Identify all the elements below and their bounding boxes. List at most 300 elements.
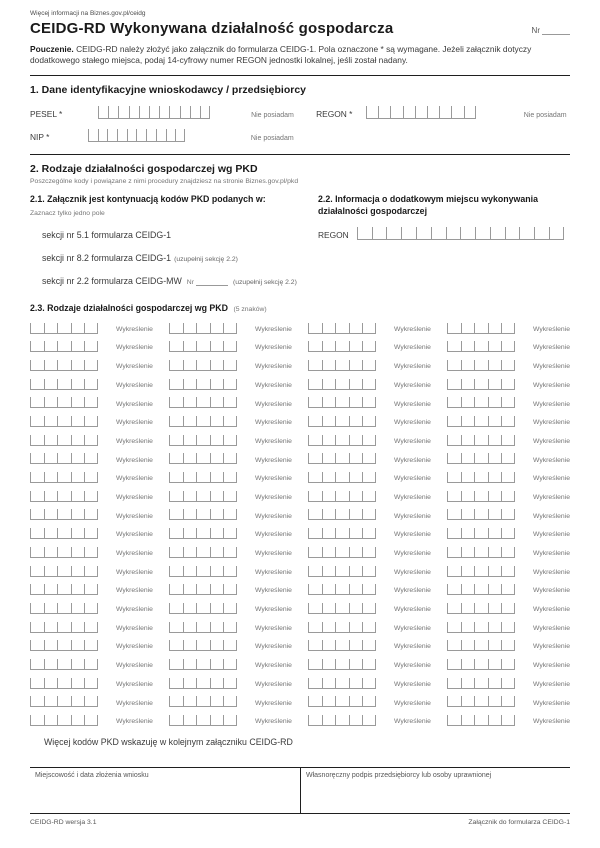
pkd-entry bbox=[308, 379, 431, 390]
wykreslenie-option[interactable]: Wykreślenie bbox=[115, 363, 153, 371]
comb-cell bbox=[461, 509, 475, 519]
wykreslenie-option[interactable]: Wykreślenie bbox=[394, 400, 431, 408]
comb-cell bbox=[308, 640, 322, 650]
comb-cell bbox=[71, 622, 85, 632]
comb-cell bbox=[169, 397, 183, 407]
wykreslenie-option[interactable]: Wykreślenie bbox=[533, 437, 570, 445]
pkd-code-field[interactable] bbox=[169, 640, 237, 651]
wykreslenie-option[interactable]: Wykreślenie bbox=[254, 363, 292, 371]
comb-cell bbox=[474, 379, 488, 389]
wykreslenie-option[interactable]: Wykreślenie bbox=[254, 475, 292, 483]
comb-cell bbox=[169, 566, 183, 576]
wykreslenie-option[interactable]: Wykreślenie bbox=[254, 456, 292, 464]
wykreslenie-option[interactable]: Wykreślenie bbox=[394, 680, 431, 688]
pkd-code-field[interactable] bbox=[447, 678, 515, 689]
wykreslenie-option[interactable]: Wykreślenie bbox=[533, 718, 570, 726]
pesel-not-have-option[interactable]: Nie posiadam bbox=[251, 112, 294, 120]
more-codes-option[interactable]: Więcej kodów PKD wskazuję w kolejnym załączniku CEIDG-RD bbox=[44, 737, 293, 748]
pkd-code-field[interactable] bbox=[169, 472, 237, 483]
comb-cell bbox=[71, 323, 85, 333]
pkd-code-field[interactable] bbox=[308, 566, 376, 577]
pkd-code-field[interactable] bbox=[169, 528, 237, 539]
comb-cell bbox=[30, 341, 44, 351]
pkd-code-field[interactable] bbox=[308, 323, 376, 334]
wykreslenie-option[interactable]: Wykreślenie bbox=[533, 475, 570, 483]
pkd-code-field[interactable] bbox=[30, 678, 98, 689]
wykreslenie-option[interactable]: Wykreślenie bbox=[394, 550, 431, 558]
pkd-code-field[interactable] bbox=[447, 416, 515, 427]
comb-cell bbox=[372, 227, 387, 239]
nip-field[interactable] bbox=[88, 129, 185, 142]
pkd-code-field[interactable] bbox=[308, 696, 376, 707]
wykreslenie-option[interactable]: Wykreślenie bbox=[394, 531, 431, 539]
pkd-entry bbox=[447, 622, 570, 633]
comb-cell bbox=[169, 491, 183, 501]
pkd-code-field[interactable] bbox=[308, 435, 376, 446]
wykreslenie-option[interactable]: Wykreślenie bbox=[533, 512, 570, 520]
comb-cell bbox=[501, 379, 515, 389]
wykreslenie-option[interactable]: Wykreślenie bbox=[115, 456, 153, 464]
wykreslenie-option[interactable]: Wykreślenie bbox=[394, 363, 431, 371]
pkd-code-field[interactable] bbox=[308, 659, 376, 670]
pkd-code-field[interactable] bbox=[447, 528, 515, 539]
wykreslenie-option[interactable]: Wykreślenie bbox=[394, 643, 431, 651]
notice-text: CEIDG-RD należy złożyć jako załącznik do formularza CEIDG-1. Pola oznaczone * są wymagane. Jeżeli załącznik dotyczy dodatkowego stałego miejsca, podaj 14-cyfrowy numer REGON jednostki lokalnej, jeśli został nadany. bbox=[30, 44, 532, 66]
pkd-code-field[interactable] bbox=[169, 397, 237, 408]
nip-not-have-option[interactable]: Nie posiadam bbox=[250, 135, 294, 143]
wykreslenie-option[interactable]: Wykreślenie bbox=[115, 419, 153, 427]
wykreslenie-option[interactable]: Wykreślenie bbox=[254, 550, 292, 558]
wykreslenie-option[interactable]: Wykreślenie bbox=[394, 606, 431, 614]
wykreslenie-option[interactable]: Wykreślenie bbox=[254, 718, 292, 726]
pkd-code-field[interactable] bbox=[308, 453, 376, 464]
comb-cell bbox=[461, 379, 475, 389]
regon-field[interactable] bbox=[366, 106, 476, 119]
pkd-code-field[interactable] bbox=[169, 341, 237, 352]
pkd-code-field[interactable] bbox=[447, 509, 515, 520]
comb-cell bbox=[349, 696, 363, 706]
pkd-code-field[interactable] bbox=[169, 379, 237, 390]
pkd-entry bbox=[169, 622, 292, 633]
comb-cell bbox=[44, 360, 58, 370]
pkd-entry bbox=[169, 696, 292, 707]
wykreslenie-option[interactable]: Wykreślenie bbox=[533, 624, 570, 632]
wykreslenie-option[interactable]: Wykreślenie bbox=[394, 325, 431, 333]
comb-cell bbox=[183, 397, 197, 407]
comb-cell bbox=[71, 715, 85, 725]
pkd-code-field[interactable] bbox=[308, 379, 376, 390]
wykreslenie-option[interactable]: Wykreślenie bbox=[115, 718, 153, 726]
pkd-code-field[interactable] bbox=[30, 584, 98, 595]
place-date-cell[interactable] bbox=[30, 768, 300, 813]
comb-cell bbox=[461, 566, 475, 576]
pkd-code-field[interactable] bbox=[447, 379, 515, 390]
pkd-code-field[interactable] bbox=[308, 528, 376, 539]
wykreslenie-option[interactable]: Wykreślenie bbox=[394, 437, 431, 445]
pkd-code-field[interactable] bbox=[30, 397, 98, 408]
comb-cell bbox=[488, 715, 502, 725]
comb-cell bbox=[362, 528, 376, 538]
comb-cell bbox=[488, 584, 502, 594]
local-regon-field[interactable] bbox=[357, 227, 564, 240]
wykreslenie-option[interactable]: Wykreślenie bbox=[533, 680, 570, 688]
comb-cell bbox=[474, 491, 488, 501]
wykreslenie-option[interactable]: Wykreślenie bbox=[394, 493, 431, 501]
wykreslenie-option[interactable]: Wykreślenie bbox=[394, 568, 431, 576]
wykreslenie-option[interactable]: Wykreślenie bbox=[533, 400, 570, 408]
pkd-entry bbox=[308, 603, 431, 614]
wykreslenie-option[interactable]: Wykreślenie bbox=[115, 662, 153, 670]
wykreslenie-option[interactable]: Wykreślenie bbox=[254, 568, 292, 576]
pkd-entry bbox=[169, 640, 292, 651]
option-sekcja-5-1[interactable] bbox=[42, 230, 302, 240]
pkd-code-field[interactable] bbox=[447, 435, 515, 446]
comb-cell bbox=[362, 584, 376, 594]
wykreslenie-option[interactable]: Wykreślenie bbox=[115, 624, 153, 632]
pkd-code-field[interactable] bbox=[308, 472, 376, 483]
pkd-entry bbox=[308, 472, 431, 483]
comb-cell bbox=[84, 659, 98, 669]
comb-cell bbox=[196, 696, 210, 706]
wykreslenie-option[interactable]: Wykreślenie bbox=[254, 680, 292, 688]
signature-cell[interactable] bbox=[300, 768, 570, 813]
comb-cell bbox=[308, 659, 322, 669]
pkd-entry bbox=[447, 323, 570, 334]
comb-cell bbox=[474, 341, 488, 351]
wykreslenie-option[interactable]: Wykreślenie bbox=[115, 699, 153, 707]
comb-cell bbox=[169, 509, 183, 519]
pkd-code-field[interactable] bbox=[30, 435, 98, 446]
comb-cell bbox=[349, 640, 363, 650]
comb-cell bbox=[447, 528, 461, 538]
wykreslenie-option[interactable]: Wykreślenie bbox=[394, 718, 431, 726]
pkd-code-field[interactable] bbox=[308, 491, 376, 502]
pkd-code-field[interactable] bbox=[447, 323, 515, 334]
pkd-code-field[interactable] bbox=[308, 584, 376, 595]
comb-cell bbox=[488, 435, 502, 445]
comb-cell bbox=[474, 453, 488, 463]
comb-cell bbox=[322, 659, 336, 669]
pkd-code-field[interactable] bbox=[447, 491, 515, 502]
comb-cell bbox=[57, 528, 71, 538]
wykreslenie-option[interactable]: Wykreślenie bbox=[394, 419, 431, 427]
pkd-code-field[interactable] bbox=[308, 509, 376, 520]
wykreslenie-option[interactable]: Wykreślenie bbox=[394, 512, 431, 520]
pkd-code-field[interactable] bbox=[308, 397, 376, 408]
comb-cell bbox=[461, 453, 475, 463]
pkd-code-field[interactable] bbox=[169, 622, 237, 633]
comb-cell bbox=[210, 341, 224, 351]
pkd-code-field[interactable] bbox=[308, 416, 376, 427]
ceidg-mw-nr-blank[interactable] bbox=[196, 278, 228, 286]
pkd-code-field[interactable] bbox=[30, 622, 98, 633]
wykreslenie-option[interactable]: Wykreślenie bbox=[115, 531, 153, 539]
section2-title: 2. Rodzaje działalności gospodarczej wg PKD bbox=[30, 163, 258, 176]
wykreslenie-option[interactable]: Wykreślenie bbox=[254, 531, 292, 539]
comb-cell bbox=[416, 227, 431, 239]
option-sekcja-2-2[interactable] bbox=[42, 276, 302, 286]
pkd-code-field[interactable] bbox=[169, 678, 237, 689]
pkd-code-field[interactable] bbox=[30, 603, 98, 614]
pkd-code-field[interactable] bbox=[30, 379, 98, 390]
pkd-code-field[interactable] bbox=[30, 528, 98, 539]
wykreslenie-option[interactable]: Wykreślenie bbox=[533, 699, 570, 707]
pkd-code-field[interactable] bbox=[169, 416, 237, 427]
comb-cell bbox=[30, 603, 44, 613]
wykreslenie-option[interactable]: Wykreślenie bbox=[254, 624, 292, 632]
comb-cell bbox=[223, 603, 237, 613]
pkd-code-field[interactable] bbox=[30, 509, 98, 520]
wykreslenie-option[interactable]: Wykreślenie bbox=[394, 662, 431, 670]
wykreslenie-option[interactable]: Wykreślenie bbox=[254, 419, 292, 427]
pkd-code-field[interactable] bbox=[308, 603, 376, 614]
pkd-code-field[interactable] bbox=[308, 547, 376, 558]
comb-cell bbox=[169, 416, 183, 426]
pkd-code-field[interactable] bbox=[169, 323, 237, 334]
wykreslenie-option[interactable]: Wykreślenie bbox=[254, 493, 292, 501]
wykreslenie-option[interactable]: Wykreślenie bbox=[254, 437, 292, 445]
pkd-code-field[interactable] bbox=[308, 341, 376, 352]
pkd-entry bbox=[169, 566, 292, 577]
wykreslenie-option[interactable]: Wykreślenie bbox=[115, 550, 153, 558]
wykreslenie-option[interactable]: Wykreślenie bbox=[533, 419, 570, 427]
pkd-code-field[interactable] bbox=[447, 622, 515, 633]
wykreslenie-option[interactable]: Wykreślenie bbox=[394, 624, 431, 632]
wykreslenie-option[interactable]: Wykreślenie bbox=[115, 437, 153, 445]
pkd-code-field[interactable] bbox=[447, 360, 515, 371]
wykreslenie-option[interactable]: Wykreślenie bbox=[254, 587, 292, 595]
pkd-entry bbox=[308, 640, 431, 651]
wykreslenie-option[interactable]: Wykreślenie bbox=[533, 381, 570, 389]
pkd-code-field[interactable] bbox=[447, 453, 515, 464]
comb-cell bbox=[149, 106, 159, 118]
comb-cell bbox=[30, 435, 44, 445]
wykreslenie-option[interactable]: Wykreślenie bbox=[254, 325, 292, 333]
pkd-code-field[interactable] bbox=[169, 715, 237, 726]
pkd-entry bbox=[30, 435, 153, 446]
comb-cell bbox=[501, 603, 515, 613]
pkd-code-field[interactable] bbox=[30, 491, 98, 502]
wykreslenie-option[interactable]: Wykreślenie bbox=[254, 643, 292, 651]
nr-blank-line[interactable] bbox=[542, 26, 570, 35]
option-nr-label: Nr bbox=[186, 278, 194, 286]
wykreslenie-option[interactable]: Wykreślenie bbox=[115, 512, 153, 520]
comb-cell bbox=[488, 528, 502, 538]
pkd-entry bbox=[308, 528, 431, 539]
pkd-code-field[interactable] bbox=[447, 472, 515, 483]
pkd-code-field[interactable] bbox=[447, 715, 515, 726]
wykreslenie-option[interactable]: Wykreślenie bbox=[394, 381, 431, 389]
wykreslenie-option[interactable]: Wykreślenie bbox=[115, 587, 153, 595]
wykreslenie-option[interactable]: Wykreślenie bbox=[115, 493, 153, 501]
option-note: (uzupełnij sekcję 2.2) bbox=[174, 255, 238, 263]
comb-cell bbox=[488, 509, 502, 519]
comb-cell bbox=[461, 397, 475, 407]
pkd-code-field[interactable] bbox=[308, 640, 376, 651]
wykreslenie-option[interactable]: Wykreślenie bbox=[533, 344, 570, 352]
pkd-entry bbox=[447, 379, 570, 390]
wykreslenie-option[interactable]: Wykreślenie bbox=[115, 643, 153, 651]
wykreslenie-option[interactable]: Wykreślenie bbox=[394, 475, 431, 483]
comb-cell bbox=[44, 323, 58, 333]
comb-cell bbox=[57, 622, 71, 632]
comb-cell bbox=[474, 472, 488, 482]
pkd-code-field[interactable] bbox=[30, 453, 98, 464]
pkd-code-field[interactable] bbox=[30, 659, 98, 670]
pkd-code-field[interactable] bbox=[308, 715, 376, 726]
pkd-code-field[interactable] bbox=[447, 659, 515, 670]
wykreslenie-option[interactable]: Wykreślenie bbox=[115, 325, 153, 333]
wykreslenie-option[interactable]: Wykreślenie bbox=[254, 512, 292, 520]
wykreslenie-option[interactable]: Wykreślenie bbox=[533, 587, 570, 595]
comb-cell bbox=[308, 528, 322, 538]
regon-not-have-option[interactable]: Nie posiadam bbox=[523, 112, 567, 120]
wykreslenie-option[interactable]: Wykreślenie bbox=[254, 699, 292, 707]
wykreslenie-option[interactable]: Wykreślenie bbox=[533, 493, 570, 501]
form-number-field bbox=[532, 26, 570, 35]
notice bbox=[30, 44, 570, 66]
pkd-code-field[interactable] bbox=[447, 547, 515, 558]
pkd-entry bbox=[169, 341, 292, 352]
comb-cell bbox=[322, 696, 336, 706]
pkd-entry bbox=[169, 528, 292, 539]
comb-cell bbox=[362, 659, 376, 669]
pesel-field[interactable] bbox=[98, 106, 210, 119]
pkd-code-field[interactable] bbox=[169, 659, 237, 670]
comb-cell bbox=[474, 397, 488, 407]
pkd-code-field[interactable] bbox=[169, 509, 237, 520]
comb-cell bbox=[71, 491, 85, 501]
comb-cell bbox=[169, 360, 183, 370]
pkd-row bbox=[30, 659, 570, 670]
pkd-row bbox=[30, 566, 570, 577]
comb-cell bbox=[210, 603, 224, 613]
pkd-entry bbox=[447, 566, 570, 577]
pkd-code-field[interactable] bbox=[30, 566, 98, 577]
comb-cell bbox=[30, 323, 44, 333]
pkd-entry bbox=[169, 659, 292, 670]
pkd-code-field[interactable] bbox=[447, 640, 515, 651]
pkd-code-field[interactable] bbox=[30, 360, 98, 371]
comb-cell bbox=[362, 622, 376, 632]
wykreslenie-option[interactable]: Wykreślenie bbox=[533, 643, 570, 651]
comb-cell bbox=[461, 528, 475, 538]
wykreslenie-option[interactable]: Wykreślenie bbox=[394, 587, 431, 595]
comb-cell bbox=[349, 453, 363, 463]
wykreslenie-option[interactable]: Wykreślenie bbox=[533, 456, 570, 464]
pkd-code-field[interactable] bbox=[30, 416, 98, 427]
wykreslenie-option[interactable]: Wykreślenie bbox=[115, 400, 153, 408]
wykreslenie-option[interactable]: Wykreślenie bbox=[115, 381, 153, 389]
pkd-code-field[interactable] bbox=[169, 584, 237, 595]
comb-cell bbox=[210, 640, 224, 650]
pkd-code-field[interactable] bbox=[30, 715, 98, 726]
wykreslenie-option[interactable]: Wykreślenie bbox=[254, 344, 292, 352]
wykreslenie-option[interactable]: Wykreślenie bbox=[533, 662, 570, 670]
comb-cell bbox=[460, 227, 475, 239]
pkd-code-field[interactable] bbox=[30, 640, 98, 651]
comb-cell bbox=[308, 323, 322, 333]
comb-cell bbox=[308, 622, 322, 632]
pkd-code-field[interactable] bbox=[169, 696, 237, 707]
pkd-code-field[interactable] bbox=[30, 341, 98, 352]
wykreslenie-option[interactable]: Wykreślenie bbox=[115, 475, 153, 483]
pkd-code-field[interactable] bbox=[30, 547, 98, 558]
wykreslenie-option[interactable]: Wykreślenie bbox=[115, 568, 153, 576]
comb-cell bbox=[474, 528, 488, 538]
comb-cell bbox=[44, 528, 58, 538]
section-2-2 bbox=[318, 194, 570, 285]
wykreslenie-option[interactable]: Wykreślenie bbox=[394, 699, 431, 707]
pkd-code-field[interactable] bbox=[308, 678, 376, 689]
pkd-code-field[interactable] bbox=[447, 584, 515, 595]
pkd-row bbox=[30, 640, 570, 651]
regon-label: REGON * bbox=[316, 109, 353, 120]
wykreslenie-option[interactable]: Wykreślenie bbox=[533, 568, 570, 576]
wykreslenie-option[interactable]: Wykreślenie bbox=[533, 550, 570, 558]
wykreslenie-option[interactable]: Wykreślenie bbox=[533, 363, 570, 371]
pkd-code-field[interactable] bbox=[30, 696, 98, 707]
pkd-code-field[interactable] bbox=[447, 566, 515, 577]
wykreslenie-option[interactable]: Wykreślenie bbox=[533, 606, 570, 614]
pkd-code-field[interactable] bbox=[308, 622, 376, 633]
pkd-code-field[interactable] bbox=[30, 323, 98, 334]
option-note: (uzupełnij sekcję 2.2) bbox=[232, 278, 297, 286]
wykreslenie-option[interactable]: Wykreślenie bbox=[254, 400, 292, 408]
comb-cell bbox=[447, 715, 461, 725]
pkd-code-field[interactable] bbox=[169, 453, 237, 464]
pkd-code-field[interactable] bbox=[447, 341, 515, 352]
wykreslenie-option[interactable]: Wykreślenie bbox=[533, 325, 570, 333]
wykreslenie-option[interactable]: Wykreślenie bbox=[115, 680, 153, 688]
pkd-code-field[interactable] bbox=[447, 603, 515, 614]
wykreslenie-option[interactable]: Wykreślenie bbox=[115, 606, 153, 614]
option-sekcja-8-2[interactable] bbox=[42, 253, 302, 263]
wykreslenie-option[interactable]: Wykreślenie bbox=[115, 344, 153, 352]
pkd-code-field[interactable] bbox=[447, 397, 515, 408]
comb-cell bbox=[308, 696, 322, 706]
wykreslenie-option[interactable]: Wykreślenie bbox=[254, 606, 292, 614]
wykreslenie-option[interactable]: Wykreślenie bbox=[394, 344, 431, 352]
comb-cell bbox=[308, 453, 322, 463]
comb-cell bbox=[461, 622, 475, 632]
pkd-code-field[interactable] bbox=[169, 566, 237, 577]
id-row-1 bbox=[30, 104, 570, 119]
comb-cell bbox=[196, 528, 210, 538]
pkd-code-field[interactable] bbox=[169, 491, 237, 502]
pkd-code-field[interactable] bbox=[169, 435, 237, 446]
comb-cell bbox=[386, 227, 401, 239]
wykreslenie-option[interactable]: Wykreślenie bbox=[254, 662, 292, 670]
wykreslenie-option[interactable]: Wykreślenie bbox=[394, 456, 431, 464]
comb-cell bbox=[71, 640, 85, 650]
pkd-code-field[interactable] bbox=[169, 547, 237, 558]
pkd-code-field[interactable] bbox=[169, 360, 237, 371]
pkd-code-field[interactable] bbox=[169, 603, 237, 614]
wykreslenie-option[interactable]: Wykreślenie bbox=[254, 381, 292, 389]
pkd-code-field[interactable] bbox=[30, 472, 98, 483]
comb-cell bbox=[505, 227, 520, 239]
pkd-code-field[interactable] bbox=[447, 696, 515, 707]
option-text: sekcji nr 5.1 formularza CEIDG-1 bbox=[42, 229, 172, 240]
comb-cell bbox=[362, 360, 376, 370]
pkd-entry bbox=[447, 472, 570, 483]
comb-cell bbox=[308, 603, 322, 613]
pkd-entry bbox=[30, 715, 153, 726]
comb-cell bbox=[180, 106, 190, 118]
wykreslenie-option[interactable]: Wykreślenie bbox=[533, 531, 570, 539]
pkd-code-field[interactable] bbox=[308, 360, 376, 371]
